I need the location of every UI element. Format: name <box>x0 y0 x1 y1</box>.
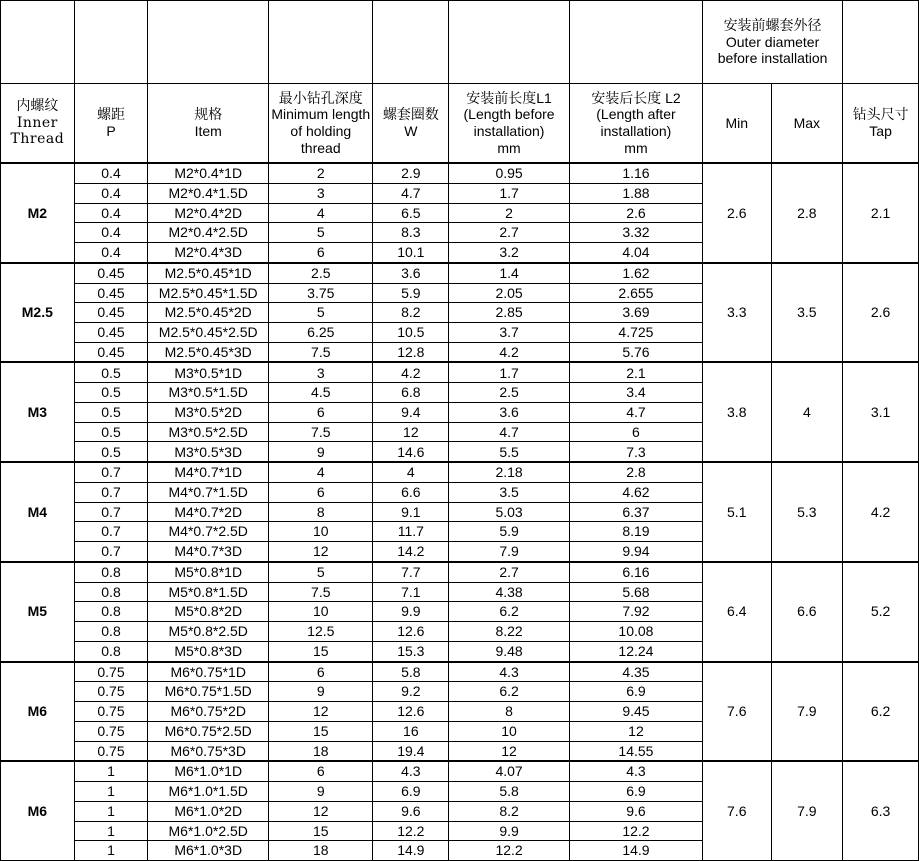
cell-holding-thread: 12 <box>269 702 373 722</box>
header-blank-pitch <box>74 1 148 84</box>
header-l1-cn: 安装前长度L1 <box>466 89 552 106</box>
cell-item: M2*0.4*1D <box>148 163 269 183</box>
cell-holding-thread: 5 <box>269 562 373 582</box>
cell-w: 7.7 <box>373 562 449 582</box>
cell-length-after: 9.45 <box>569 702 702 722</box>
cell-item: M6*0.75*3D <box>148 741 269 761</box>
cell-pitch: 0.45 <box>74 283 148 303</box>
table-row <box>1 163 919 183</box>
cell-tap: 4.2 <box>843 462 919 562</box>
cell-w: 12.8 <box>373 342 449 362</box>
cell-holding-thread: 4 <box>269 203 373 223</box>
header-hold-en2: of holding <box>290 123 352 139</box>
header-l2-en2: installation) <box>600 123 672 139</box>
cell-item: M4*0.7*2D <box>148 502 269 522</box>
cell-w: 9.6 <box>373 801 449 821</box>
cell-length-after: 7.92 <box>569 602 702 622</box>
cell-holding-thread: 6 <box>269 402 373 422</box>
cell-length-before: 4.3 <box>449 662 570 682</box>
cell-outer-diameter-max: 3.5 <box>771 263 843 363</box>
table-row <box>1 662 919 682</box>
cell-w: 4.2 <box>373 362 449 382</box>
cell-length-after: 4.62 <box>569 482 702 502</box>
table-row <box>1 562 919 582</box>
cell-item: M2.5*0.45*1.5D <box>148 283 269 303</box>
header-hold-en3: thread <box>300 139 341 156</box>
cell-item: M5*0.8*1.5D <box>148 582 269 602</box>
cell-length-after: 4.35 <box>569 662 702 682</box>
cell-length-before: 1.7 <box>449 362 570 382</box>
cell-length-after: 10.08 <box>569 622 702 642</box>
cell-length-before: 1.7 <box>449 183 570 203</box>
header-outer-diameter-cn: 安装前螺套外径 <box>723 17 822 34</box>
cell-holding-thread: 2 <box>269 163 373 183</box>
cell-pitch: 1 <box>74 801 148 821</box>
table-row <box>1 761 919 781</box>
cell-item: M2.5*0.45*2D <box>148 303 269 323</box>
cell-w: 6.9 <box>373 782 449 802</box>
cell-length-before: 2.7 <box>449 562 570 582</box>
cell-outer-diameter-min: 7.6 <box>702 662 771 762</box>
table-row <box>1 263 919 283</box>
cell-pitch: 1 <box>74 782 148 802</box>
header-pitch <box>74 84 148 164</box>
cell-pitch: 0.4 <box>74 163 148 183</box>
cell-item: M2*0.4*3D <box>148 242 269 262</box>
cell-length-before: 5.8 <box>449 782 570 802</box>
cell-w: 15.3 <box>373 641 449 661</box>
cell-pitch: 0.7 <box>74 542 148 562</box>
cell-outer-diameter-min: 2.6 <box>702 163 771 263</box>
cell-length-after: 9.94 <box>569 542 702 562</box>
cell-length-after: 8.19 <box>569 522 702 542</box>
header-thread-en1: Inner <box>16 114 58 131</box>
cell-length-before: 1.4 <box>449 263 570 283</box>
header-tap <box>843 84 919 164</box>
cell-holding-thread: 7.5 <box>269 422 373 442</box>
header-row-top <box>1 1 919 84</box>
cell-pitch: 0.75 <box>74 702 148 722</box>
cell-w: 16 <box>373 721 449 741</box>
header-outer-diameter <box>702 1 842 84</box>
header-pitch-en1: P <box>106 123 116 139</box>
cell-w: 8.3 <box>373 223 449 243</box>
cell-holding-thread: 7.5 <box>269 582 373 602</box>
cell-pitch: 0.4 <box>74 242 148 262</box>
cell-pitch: 0.7 <box>74 462 148 482</box>
header-thread <box>1 84 75 164</box>
cell-outer-diameter-min: 3.8 <box>702 362 771 462</box>
cell-outer-diameter-min: 6.4 <box>702 562 771 662</box>
cell-holding-thread: 6 <box>269 482 373 502</box>
cell-length-before: 9.9 <box>449 821 570 841</box>
cell-length-before: 6.2 <box>449 682 570 702</box>
cell-outer-diameter-max: 4 <box>771 362 843 462</box>
header-tap-en1: Tap <box>869 123 892 139</box>
header-l1-en3: mm <box>497 139 521 156</box>
header-thread-en2: Thread <box>10 131 65 148</box>
cell-tap: 2.1 <box>843 163 919 263</box>
cell-pitch: 0.4 <box>74 223 148 243</box>
cell-length-after: 7.3 <box>569 442 702 462</box>
cell-pitch: 0.8 <box>74 602 148 622</box>
cell-w: 4.7 <box>373 183 449 203</box>
cell-tap: 3.1 <box>843 362 919 462</box>
thread-size-label: M6 <box>1 662 75 762</box>
cell-length-after: 1.16 <box>569 163 702 183</box>
cell-length-after: 2.655 <box>569 283 702 303</box>
cell-item: M3*0.5*1.5D <box>148 383 269 403</box>
header-hold-cn: 最小钻孔深度 <box>278 89 363 106</box>
cell-holding-thread: 15 <box>269 821 373 841</box>
header-l2-en3: mm <box>624 139 648 156</box>
header-l2-en1: (Length after <box>596 106 676 123</box>
cell-outer-diameter-max: 7.9 <box>771 662 843 762</box>
cell-pitch: 0.4 <box>74 203 148 223</box>
cell-length-after: 14.55 <box>569 741 702 761</box>
cell-holding-thread: 12 <box>269 801 373 821</box>
cell-holding-thread: 15 <box>269 641 373 661</box>
cell-length-before: 6.2 <box>449 602 570 622</box>
cell-item: M4*0.7*1D <box>148 462 269 482</box>
cell-length-before: 12.2 <box>449 841 570 861</box>
cell-w: 14.2 <box>373 542 449 562</box>
thread-size-label: M6 <box>1 761 75 860</box>
header-l1 <box>449 84 570 164</box>
cell-item: M5*0.8*1D <box>148 562 269 582</box>
cell-pitch: 0.5 <box>74 402 148 422</box>
cell-holding-thread: 6.25 <box>269 322 373 342</box>
cell-tap: 2.6 <box>843 263 919 363</box>
cell-holding-thread: 3 <box>269 362 373 382</box>
cell-pitch: 0.45 <box>74 303 148 323</box>
cell-holding-thread: 3 <box>269 183 373 203</box>
cell-holding-thread: 10 <box>269 602 373 622</box>
cell-item: M6*1.0*3D <box>148 841 269 861</box>
cell-w: 8.2 <box>373 303 449 323</box>
cell-length-after: 9.6 <box>569 801 702 821</box>
header-blank-w <box>373 1 449 84</box>
cell-length-after: 14.9 <box>569 841 702 861</box>
header-w-cn: 螺套圈数 <box>382 106 439 123</box>
header-blank-l1 <box>449 1 570 84</box>
cell-holding-thread: 3.75 <box>269 283 373 303</box>
cell-w: 14.6 <box>373 442 449 462</box>
header-l1-en2: installation) <box>473 123 545 139</box>
thread-size-label: M5 <box>1 562 75 662</box>
cell-length-before: 2.5 <box>449 383 570 403</box>
cell-pitch: 0.45 <box>74 342 148 362</box>
cell-length-after: 4.725 <box>569 322 702 342</box>
cell-length-before: 2.7 <box>449 223 570 243</box>
cell-holding-thread: 18 <box>269 741 373 761</box>
header-item <box>148 84 269 164</box>
header-w <box>373 84 449 164</box>
cell-item: M5*0.8*2D <box>148 602 269 622</box>
cell-holding-thread: 8 <box>269 502 373 522</box>
header-pitch-cn: 螺距 <box>97 106 125 123</box>
cell-length-after: 5.76 <box>569 342 702 362</box>
cell-holding-thread: 4 <box>269 462 373 482</box>
thread-size-label: M2 <box>1 163 75 263</box>
cell-w: 2.9 <box>373 163 449 183</box>
cell-length-before: 4.2 <box>449 342 570 362</box>
cell-length-after: 3.69 <box>569 303 702 323</box>
cell-holding-thread: 10 <box>269 522 373 542</box>
cell-w: 12 <box>373 422 449 442</box>
cell-item: M3*0.5*2.5D <box>148 422 269 442</box>
cell-length-before: 3.5 <box>449 482 570 502</box>
header-l2 <box>569 84 702 164</box>
cell-holding-thread: 6 <box>269 662 373 682</box>
cell-pitch: 0.45 <box>74 322 148 342</box>
cell-item: M4*0.7*1.5D <box>148 482 269 502</box>
cell-w: 4.3 <box>373 761 449 781</box>
cell-holding-thread: 15 <box>269 721 373 741</box>
cell-length-before: 5.9 <box>449 522 570 542</box>
cell-item: M3*0.5*3D <box>148 442 269 462</box>
cell-w: 14.9 <box>373 841 449 861</box>
cell-length-before: 2 <box>449 203 570 223</box>
cell-pitch: 0.8 <box>74 582 148 602</box>
cell-length-before: 2.85 <box>449 303 570 323</box>
cell-w: 6.5 <box>373 203 449 223</box>
cell-holding-thread: 6 <box>269 761 373 781</box>
cell-item: M6*1.0*2D <box>148 801 269 821</box>
cell-holding-thread: 12 <box>269 542 373 562</box>
cell-item: M3*0.5*1D <box>148 362 269 382</box>
cell-length-before: 2.05 <box>449 283 570 303</box>
header-l2-cn: 安装后长度 L2 <box>591 89 681 106</box>
cell-length-before: 12 <box>449 741 570 761</box>
cell-w: 11.7 <box>373 522 449 542</box>
cell-w: 12.6 <box>373 622 449 642</box>
cell-length-before: 7.9 <box>449 542 570 562</box>
cell-outer-diameter-max: 7.9 <box>771 761 843 860</box>
cell-length-after: 6.16 <box>569 562 702 582</box>
cell-length-before: 8.22 <box>449 622 570 642</box>
cell-pitch: 0.75 <box>74 682 148 702</box>
thread-size-label: M3 <box>1 362 75 462</box>
cell-pitch: 0.7 <box>74 522 148 542</box>
cell-pitch: 0.5 <box>74 383 148 403</box>
cell-item: M2*0.4*2.5D <box>148 223 269 243</box>
cell-item: M5*0.8*2.5D <box>148 622 269 642</box>
cell-w: 3.6 <box>373 263 449 283</box>
cell-pitch: 1 <box>74 821 148 841</box>
cell-w: 9.4 <box>373 402 449 422</box>
cell-item: M4*0.7*2.5D <box>148 522 269 542</box>
header-row-main <box>1 84 919 164</box>
cell-length-before: 3.6 <box>449 402 570 422</box>
cell-item: M6*0.75*1D <box>148 662 269 682</box>
cell-length-after: 2.8 <box>569 462 702 482</box>
cell-length-before: 4.7 <box>449 422 570 442</box>
header-w-en1: W <box>404 123 418 139</box>
cell-outer-diameter-min: 5.1 <box>702 462 771 562</box>
cell-w: 12.6 <box>373 702 449 722</box>
cell-length-after: 4.04 <box>569 242 702 262</box>
cell-length-after: 6.9 <box>569 682 702 702</box>
cell-holding-thread: 12.5 <box>269 622 373 642</box>
header-l1-en1: (Length before <box>463 106 555 123</box>
cell-holding-thread: 18 <box>269 841 373 861</box>
cell-pitch: 1 <box>74 841 148 861</box>
cell-tap: 6.3 <box>843 761 919 860</box>
cell-item: M6*1.0*1D <box>148 761 269 781</box>
cell-length-after: 4.3 <box>569 761 702 781</box>
cell-outer-diameter-max: 5.3 <box>771 462 843 562</box>
header-tap-cn: 钻头尺寸 <box>852 106 909 123</box>
cell-outer-diameter-min: 3.3 <box>702 263 771 363</box>
cell-length-after: 3.4 <box>569 383 702 403</box>
cell-length-after: 6.37 <box>569 502 702 522</box>
cell-pitch: 0.8 <box>74 622 148 642</box>
header-blank-tap <box>843 1 919 84</box>
cell-pitch: 0.7 <box>74 502 148 522</box>
header-min <box>702 84 771 164</box>
cell-w: 19.4 <box>373 741 449 761</box>
cell-length-before: 3.7 <box>449 322 570 342</box>
cell-holding-thread: 9 <box>269 442 373 462</box>
header-outer-diameter-en1: Outer diameter <box>725 33 820 50</box>
cell-length-after: 4.7 <box>569 402 702 422</box>
header-max <box>771 84 843 164</box>
cell-pitch: 0.7 <box>74 482 148 502</box>
cell-pitch: 0.45 <box>74 263 148 283</box>
cell-w: 6.8 <box>373 383 449 403</box>
cell-item: M6*0.75*1.5D <box>148 682 269 702</box>
cell-w: 10.1 <box>373 242 449 262</box>
cell-pitch: 0.75 <box>74 721 148 741</box>
cell-holding-thread: 5 <box>269 223 373 243</box>
cell-length-before: 0.95 <box>449 163 570 183</box>
cell-length-before: 8.2 <box>449 801 570 821</box>
cell-length-before: 4.07 <box>449 761 570 781</box>
cell-length-before: 3.2 <box>449 242 570 262</box>
cell-length-before: 5.5 <box>449 442 570 462</box>
cell-length-after: 12.24 <box>569 641 702 661</box>
cell-holding-thread: 5 <box>269 303 373 323</box>
cell-item: M2*0.4*1.5D <box>148 183 269 203</box>
cell-length-after: 2.1 <box>569 362 702 382</box>
cell-pitch: 0.75 <box>74 662 148 682</box>
cell-w: 10.5 <box>373 322 449 342</box>
cell-length-after: 12.2 <box>569 821 702 841</box>
cell-item: M4*0.7*3D <box>148 542 269 562</box>
table-row <box>1 462 919 482</box>
header-item-cn: 规格 <box>194 106 223 123</box>
cell-w: 7.1 <box>373 582 449 602</box>
cell-length-before: 10 <box>449 721 570 741</box>
cell-holding-thread: 4.5 <box>269 383 373 403</box>
header-blank-l2 <box>569 1 702 84</box>
header-item-en1: Item <box>194 123 222 139</box>
cell-length-before: 8 <box>449 702 570 722</box>
cell-length-after: 6 <box>569 422 702 442</box>
cell-item: M6*0.75*2D <box>148 702 269 722</box>
cell-holding-thread: 7.5 <box>269 342 373 362</box>
cell-item: M5*0.8*3D <box>148 641 269 661</box>
header-max-en1: Max <box>793 114 821 131</box>
header-blank-thread <box>1 1 75 84</box>
cell-outer-diameter-max: 6.6 <box>771 562 843 662</box>
cell-pitch: 0.8 <box>74 562 148 582</box>
table-row <box>1 362 919 382</box>
cell-item: M3*0.5*2D <box>148 402 269 422</box>
cell-pitch: 0.5 <box>74 422 148 442</box>
cell-length-after: 5.68 <box>569 582 702 602</box>
cell-length-after: 12 <box>569 721 702 741</box>
cell-outer-diameter-min: 7.6 <box>702 761 771 860</box>
thread-size-label: M4 <box>1 462 75 562</box>
cell-holding-thread: 9 <box>269 782 373 802</box>
cell-pitch: 0.5 <box>74 362 148 382</box>
cell-length-before: 4.38 <box>449 582 570 602</box>
header-blank-item <box>148 1 269 84</box>
header-hold-en1: Minimum length <box>271 106 371 123</box>
cell-w: 12.2 <box>373 821 449 841</box>
cell-length-after: 6.9 <box>569 782 702 802</box>
cell-tap: 5.2 <box>843 562 919 662</box>
cell-item: M6*1.0*2.5D <box>148 821 269 841</box>
header-blank-hold <box>269 1 373 84</box>
cell-holding-thread: 2.5 <box>269 263 373 283</box>
cell-w: 4 <box>373 462 449 482</box>
cell-item: M2.5*0.45*1D <box>148 263 269 283</box>
cell-item: M2*0.4*2D <box>148 203 269 223</box>
cell-pitch: 0.5 <box>74 442 148 462</box>
cell-holding-thread: 6 <box>269 242 373 262</box>
cell-pitch: 0.8 <box>74 641 148 661</box>
cell-item: M6*0.75*2.5D <box>148 721 269 741</box>
thread-size-label: M2.5 <box>1 263 75 363</box>
cell-w: 5.9 <box>373 283 449 303</box>
cell-item: M2.5*0.45*2.5D <box>148 322 269 342</box>
cell-pitch: 0.4 <box>74 183 148 203</box>
cell-length-after: 1.62 <box>569 263 702 283</box>
cell-length-before: 9.48 <box>449 641 570 661</box>
header-thread-cn: 内螺纹 <box>16 98 59 115</box>
header-outer-diameter-en2: before installation <box>717 50 828 67</box>
cell-w: 5.8 <box>373 662 449 682</box>
cell-outer-diameter-max: 2.8 <box>771 163 843 263</box>
cell-w: 6.6 <box>373 482 449 502</box>
cell-w: 9.9 <box>373 602 449 622</box>
header-hold <box>269 84 373 164</box>
cell-tap: 6.2 <box>843 662 919 762</box>
cell-w: 9.2 <box>373 682 449 702</box>
cell-item: M2.5*0.45*3D <box>148 342 269 362</box>
cell-item: M6*1.0*1.5D <box>148 782 269 802</box>
cell-length-before: 2.18 <box>449 462 570 482</box>
cell-w: 9.1 <box>373 502 449 522</box>
cell-holding-thread: 9 <box>269 682 373 702</box>
cell-length-after: 2.6 <box>569 203 702 223</box>
cell-pitch: 0.75 <box>74 741 148 761</box>
header-min-en1: Min <box>725 114 749 131</box>
cell-length-before: 5.03 <box>449 502 570 522</box>
cell-length-after: 1.88 <box>569 183 702 203</box>
cell-pitch: 1 <box>74 761 148 781</box>
cell-length-after: 3.32 <box>569 223 702 243</box>
